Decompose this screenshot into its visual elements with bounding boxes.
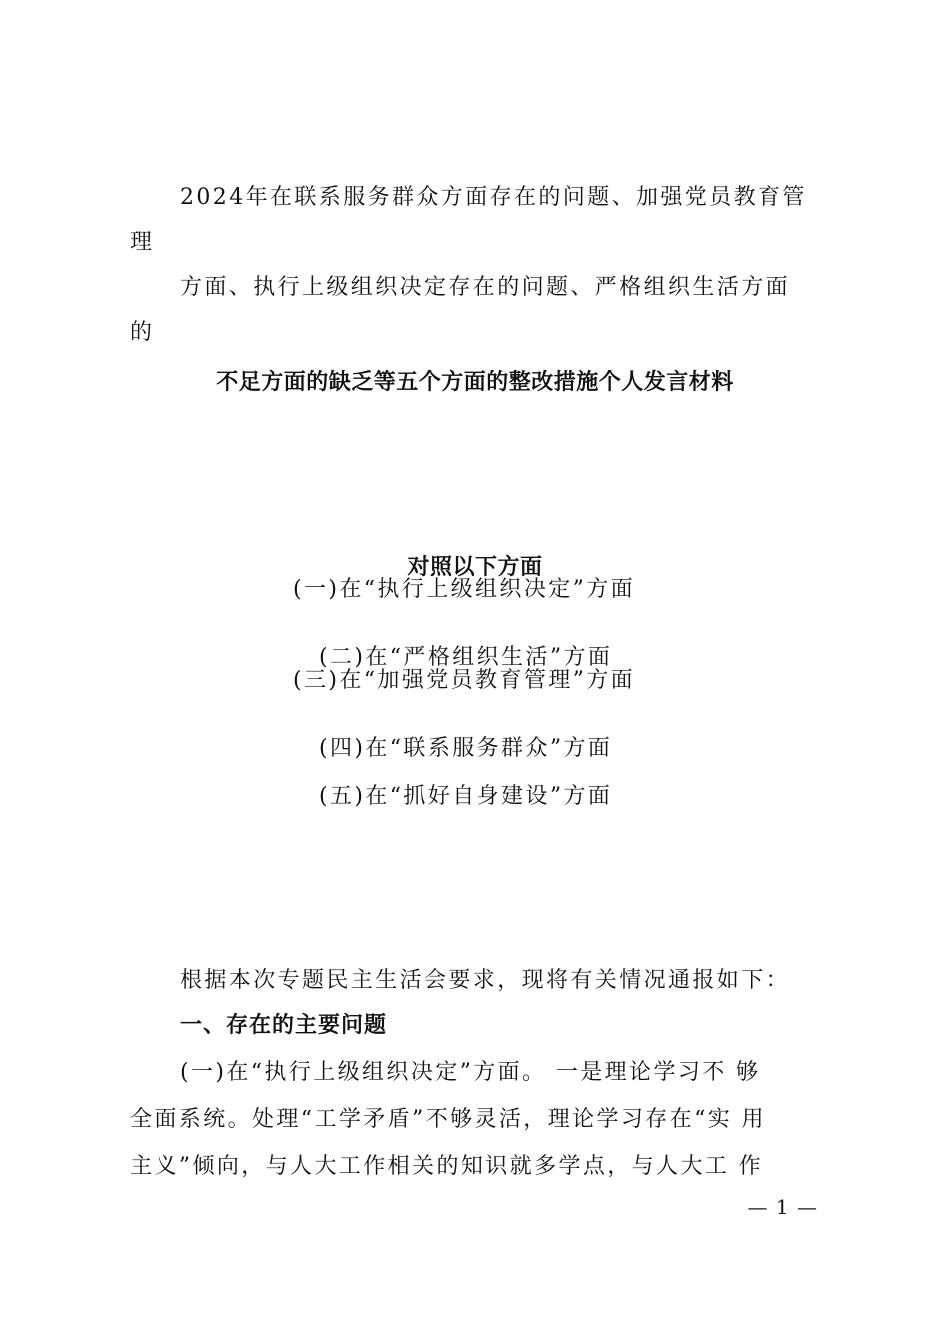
toc-heading: 对照以下方面 (407, 554, 543, 580)
page-number: — 1 — (747, 1195, 818, 1219)
toc-item-3: (三)在“加强党员教育管理”方面 (293, 668, 636, 693)
paragraph-line-2: 全面系统。处理“工学矛盾”不够灵活，理论学习存在“实 用 (130, 1107, 766, 1132)
title-line-1-wrap: 理 (130, 230, 155, 255)
toc-item-2: (二)在“严格组织生活”方面 (319, 645, 613, 670)
title-line-3: 不足方面的缺乏等五个方面的整改措施个人发言材料 (216, 369, 734, 395)
toc-item-1: (一)在“执行上级组织决定”方面 (293, 577, 636, 602)
toc-item-5: (五)在“抓好自身建设”方面 (319, 784, 613, 809)
title-line-2: 方面、执行上级组织决定存在的问题、严格组织生活方面 (180, 275, 791, 300)
toc-item-4: (四)在“联系服务群众”方面 (319, 736, 613, 761)
paragraph-line-1: (一)在“执行上级组织决定”方面。 一是理论学习不 够 (180, 1060, 761, 1085)
title-line-1: 2024年在联系服务群众方面存在的问题、加强党员教育管 (180, 185, 807, 210)
intro-paragraph: 根据本次专题民主生活会要求，现将有关情况通报如下： (180, 968, 791, 993)
section-1-heading: 一、存在的主要问题 (180, 1013, 388, 1038)
paragraph-line-3: 主义”倾向，与人大工作相关的知识就多学点，与人大工 作 (130, 1154, 764, 1179)
title-line-2-wrap: 的 (130, 320, 155, 345)
